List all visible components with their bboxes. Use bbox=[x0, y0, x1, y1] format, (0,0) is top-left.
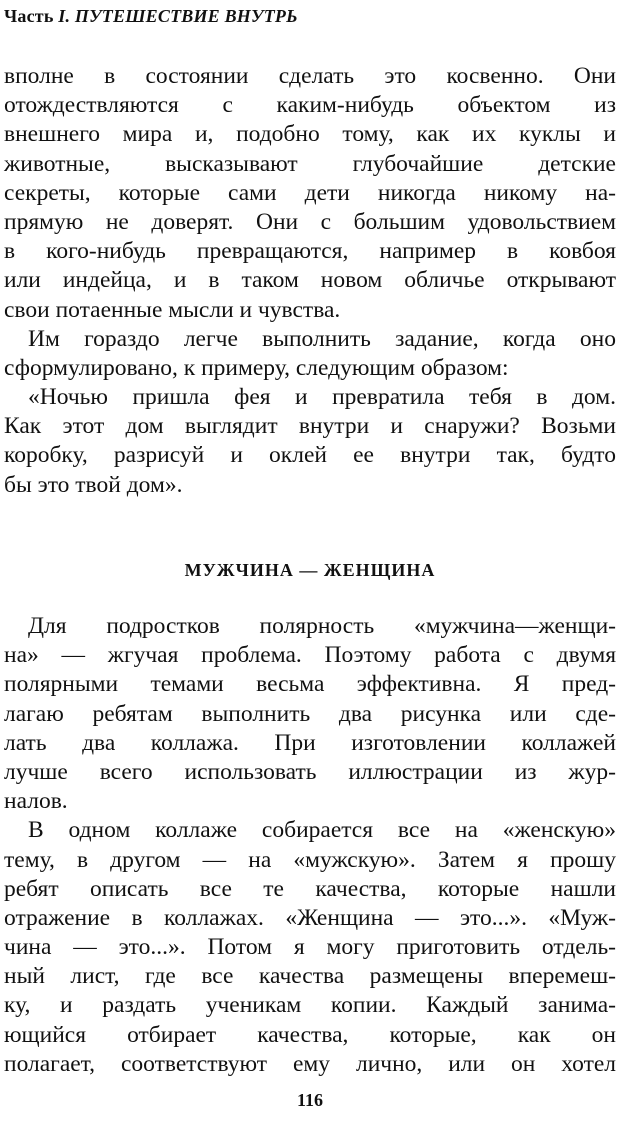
text-line: животные, высказывают глубочайшие детские bbox=[4, 150, 616, 177]
text-line: ный лист, где все качества размещены вперемеш- bbox=[4, 963, 616, 990]
text-line: «Ночью пришла фея и превратила тебя в дом. bbox=[28, 384, 616, 411]
text-line: или индейца, и в таком новом обличье открывают bbox=[4, 267, 616, 294]
text-line: на» — жгучая проблема. Поэтому работа с двумя bbox=[4, 642, 616, 669]
text-line: внешнего мира и, подобно тому, как их куклы и bbox=[4, 121, 616, 148]
text-line: коробку, разрисуй и оклей ее внутри так, будто bbox=[4, 442, 616, 469]
text-line: прямую не доверят. Они с большим удовольствием bbox=[4, 208, 616, 235]
text-line: налов. bbox=[4, 788, 68, 815]
text-line: В одном коллаже собирается все на «женскую» bbox=[28, 817, 616, 844]
text-line: Для подростков полярность «мужчина—женщи- bbox=[28, 613, 616, 639]
text-line: Как этот дом выглядит внутри и снаружи? Возьми bbox=[4, 413, 616, 440]
text-line: лучше всего использовать иллюстрации из жур- bbox=[4, 758, 616, 785]
text-line: ребят описать все те качества, которые нашли bbox=[4, 875, 616, 902]
text-line: ку, и раздать ученикам копии. Каждый занима- bbox=[4, 992, 616, 1019]
text-line: бы это твой дом». bbox=[4, 471, 183, 498]
text-line: ющийся отбирает качества, которые, как он bbox=[4, 1021, 616, 1048]
text-block-bottom bbox=[4, 612, 616, 1079]
text-line: вполне в состоянии сделать это косвенно. Они bbox=[4, 63, 616, 89]
text-line: сформулировано, к примеру, следующим образом: bbox=[4, 354, 509, 381]
text-line: в кого-нибудь превращаются, например в ковбоя bbox=[4, 238, 616, 265]
text-line: лагаю ребятам выполнить два рисунка или сде- bbox=[4, 700, 616, 727]
text-line: полагает, соответствуют ему лично, или он хотел bbox=[4, 1050, 616, 1077]
text-block-top bbox=[4, 62, 616, 500]
text-line: отражение в коллажах. «Женщина — это...». «Муж- bbox=[4, 904, 616, 931]
running-head-numeral: I. bbox=[58, 6, 71, 26]
text-line: полярными темами весьма эффективна. Я пред- bbox=[4, 671, 616, 698]
text-line: секреты, которые сами дети никогда никому на- bbox=[4, 179, 616, 206]
text-line: тему, в другом — на «мужскую». Затем я прошу bbox=[4, 846, 616, 873]
section-heading: МУЖЧИНА — ЖЕНЩИНА bbox=[184, 560, 436, 580]
text-line: отождествляются с каким-нибудь объектом из bbox=[4, 92, 616, 119]
page-number: 116 bbox=[296, 1090, 323, 1110]
text-line: лать два коллажа. При изготовлении коллажей bbox=[4, 729, 616, 756]
running-head-title: ПУТЕШЕСТВИЕ ВНУТРЬ bbox=[74, 6, 298, 26]
text-line: чина — это...». Потом я могу приготовить отдель- bbox=[4, 934, 616, 961]
text-line: Им гораздо легче выполнить задание, когда оно bbox=[28, 325, 616, 352]
text-line: свои потаенные мысли и чувства. bbox=[4, 296, 341, 323]
running-head bbox=[4, 6, 298, 27]
running-head-part: Часть bbox=[4, 6, 54, 26]
